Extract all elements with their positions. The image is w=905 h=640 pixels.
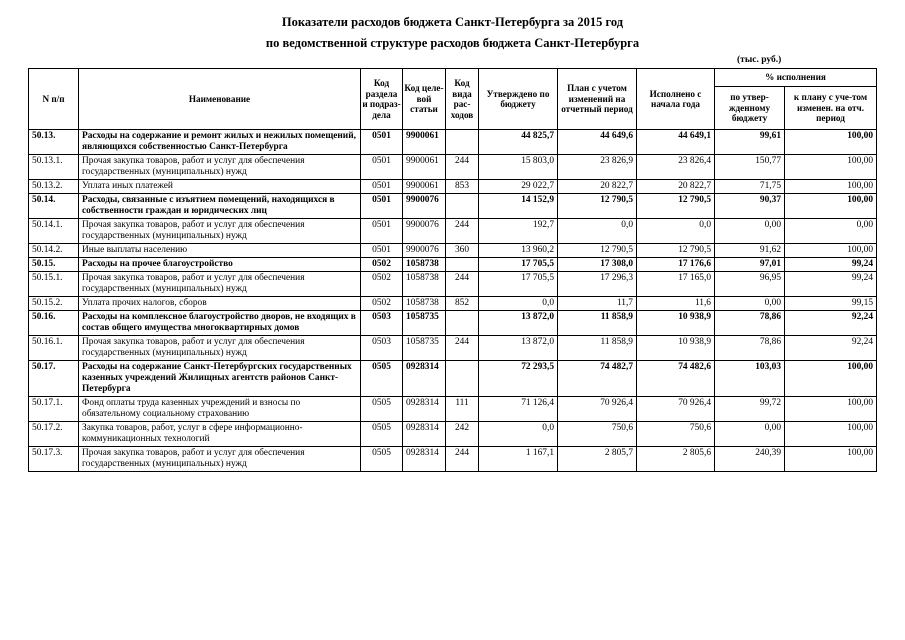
cell-executed: 11,6 (637, 297, 715, 311)
cell-statya: 1058738 (403, 258, 446, 272)
table-row (29, 272, 877, 297)
cell-razdel: 0503 (361, 311, 403, 336)
table-row (29, 258, 877, 272)
cell-plan: 70 926,4 (558, 397, 637, 422)
cell-plan: 12 790,5 (558, 194, 637, 219)
table-row (29, 311, 877, 336)
cell-pct-plan: 100,00 (785, 244, 877, 258)
table-row (29, 361, 877, 397)
cell-vid (446, 361, 479, 397)
cell-executed: 44 649,1 (637, 130, 715, 155)
cell-plan: 17 308,0 (558, 258, 637, 272)
cell-vid: 244 (446, 219, 479, 244)
cell-executed: 17 176,6 (637, 258, 715, 272)
cell-num: 50.16.1. (29, 336, 79, 361)
cell-name: Прочая закупка товаров, работ и услуг для обеспечения государственных (муниципальных) нужд (79, 336, 361, 361)
cell-executed: 17 165,0 (637, 272, 715, 297)
cell-approved: 0,0 (479, 422, 558, 447)
header-name: Наименование (79, 69, 361, 130)
cell-pct-plan: 100,00 (785, 361, 877, 397)
cell-pct-plan: 100,00 (785, 397, 877, 422)
cell-executed: 20 822,7 (637, 180, 715, 194)
cell-pct-budget: 0,00 (715, 219, 785, 244)
cell-approved: 71 126,4 (479, 397, 558, 422)
cell-vid: 852 (446, 297, 479, 311)
cell-statya: 0928314 (403, 397, 446, 422)
cell-pct-plan: 99,24 (785, 258, 877, 272)
cell-statya: 0928314 (403, 361, 446, 397)
cell-name: Расходы, связанные с изъятием помещений, находящихся в собственности граждан и юридических лиц (79, 194, 361, 219)
cell-num: 50.14.1. (29, 219, 79, 244)
cell-num: 50.14.2. (29, 244, 79, 258)
cell-approved: 15 803,0 (479, 155, 558, 180)
cell-statya: 1058735 (403, 336, 446, 361)
cell-plan: 17 296,3 (558, 272, 637, 297)
cell-plan: 0,0 (558, 219, 637, 244)
cell-plan: 2 805,7 (558, 447, 637, 472)
cell-vid (446, 130, 479, 155)
cell-pct-plan: 99,15 (785, 297, 877, 311)
cell-executed: 10 938,9 (637, 311, 715, 336)
cell-statya: 1058738 (403, 272, 446, 297)
cell-vid (446, 311, 479, 336)
table-row (29, 130, 877, 155)
cell-num: 50.15.1. (29, 272, 79, 297)
header-num: N п/п (29, 69, 79, 130)
cell-razdel: 0501 (361, 130, 403, 155)
cell-plan: 12 790,5 (558, 244, 637, 258)
cell-plan: 750,6 (558, 422, 637, 447)
cell-statya: 0928314 (403, 447, 446, 472)
cell-razdel: 0505 (361, 361, 403, 397)
table-row (29, 194, 877, 219)
cell-approved: 13 960,2 (479, 244, 558, 258)
cell-executed: 74 482,6 (637, 361, 715, 397)
cell-plan: 20 822,7 (558, 180, 637, 194)
cell-razdel: 0501 (361, 194, 403, 219)
cell-approved: 0,0 (479, 297, 558, 311)
header-pct-group: % исполнения (715, 69, 877, 87)
cell-executed: 2 805,6 (637, 447, 715, 472)
table-body (29, 130, 877, 472)
cell-statya: 1058738 (403, 297, 446, 311)
header-approved: Утверждено по бюджету (479, 69, 558, 130)
cell-pct-budget: 99,61 (715, 130, 785, 155)
cell-num: 50.14. (29, 194, 79, 219)
cell-executed: 12 790,5 (637, 244, 715, 258)
report-title: Показатели расходов бюджета Санкт-Петербурга за 2015 год (281, 15, 624, 29)
budget-table (28, 68, 877, 472)
cell-statya: 0928314 (403, 422, 446, 447)
table-row (29, 422, 877, 447)
table-row (29, 155, 877, 180)
cell-executed: 10 938,9 (637, 336, 715, 361)
cell-plan: 23 826,9 (558, 155, 637, 180)
cell-razdel: 0502 (361, 258, 403, 272)
cell-pct-budget: 150,77 (715, 155, 785, 180)
cell-pct-plan: 92,24 (785, 336, 877, 361)
cell-pct-plan: 100,00 (785, 447, 877, 472)
cell-approved: 192,7 (479, 219, 558, 244)
cell-name: Закупка товаров, работ, услуг в сфере информационно-коммуникационных технологий (79, 422, 361, 447)
table-row (29, 297, 877, 311)
table-row (29, 397, 877, 422)
cell-name: Расходы на содержание Санкт-Петербургских государственных казенных учреждений Жилищных агентств районов Санкт-Петербурга (79, 361, 361, 397)
cell-pct-plan: 100,00 (785, 130, 877, 155)
cell-executed: 70 926,4 (637, 397, 715, 422)
cell-pct-budget: 91,62 (715, 244, 785, 258)
cell-approved: 14 152,9 (479, 194, 558, 219)
cell-razdel: 0501 (361, 219, 403, 244)
cell-plan: 44 649,6 (558, 130, 637, 155)
cell-plan: 11 858,9 (558, 311, 637, 336)
cell-num: 50.17.1. (29, 397, 79, 422)
cell-pct-plan: 99,24 (785, 272, 877, 297)
cell-pct-budget: 78,86 (715, 311, 785, 336)
cell-pct-budget: 90,37 (715, 194, 785, 219)
cell-name: Прочая закупка товаров, работ и услуг для обеспечения государственных (муниципальных) нужд (79, 272, 361, 297)
cell-pct-plan: 100,00 (785, 422, 877, 447)
cell-approved: 44 825,7 (479, 130, 558, 155)
cell-pct-budget: 103,03 (715, 361, 785, 397)
cell-statya: 1058735 (403, 311, 446, 336)
cell-vid: 242 (446, 422, 479, 447)
cell-vid (446, 258, 479, 272)
cell-approved: 13 872,0 (479, 336, 558, 361)
cell-approved: 13 872,0 (479, 311, 558, 336)
cell-pct-budget: 71,75 (715, 180, 785, 194)
cell-vid: 853 (446, 180, 479, 194)
cell-executed: 23 826,4 (637, 155, 715, 180)
cell-razdel: 0502 (361, 272, 403, 297)
table-row (29, 244, 877, 258)
header-statya: Код целе-вой статьи (403, 69, 446, 130)
cell-num: 50.17.2. (29, 422, 79, 447)
cell-razdel: 0501 (361, 155, 403, 180)
cell-name: Расходы на комплексное благоустройство дворов, не входящих в состав общего имущества многоквартирных домов (79, 311, 361, 336)
header-pct-plan: к плану с уче-том изменен. на отч. период (785, 87, 877, 130)
cell-pct-budget: 0,00 (715, 297, 785, 311)
cell-pct-budget: 240,39 (715, 447, 785, 472)
cell-approved: 29 022,7 (479, 180, 558, 194)
cell-razdel: 0501 (361, 180, 403, 194)
cell-pct-budget: 99,72 (715, 397, 785, 422)
cell-pct-budget: 96,95 (715, 272, 785, 297)
cell-vid: 244 (446, 336, 479, 361)
table-row (29, 219, 877, 244)
cell-executed: 0,0 (637, 219, 715, 244)
cell-approved: 17 705,5 (479, 272, 558, 297)
cell-pct-budget: 0,00 (715, 422, 785, 447)
cell-approved: 72 293,5 (479, 361, 558, 397)
cell-razdel: 0505 (361, 397, 403, 422)
table-row (29, 336, 877, 361)
cell-pct-plan: 92,24 (785, 311, 877, 336)
cell-statya: 9900061 (403, 130, 446, 155)
cell-vid: 360 (446, 244, 479, 258)
cell-num: 50.13.2. (29, 180, 79, 194)
cell-num: 50.17.3. (29, 447, 79, 472)
header-razdel: Код раздела и подраз-дела (361, 69, 403, 130)
cell-pct-budget: 78,86 (715, 336, 785, 361)
header-executed: Исполнено с начала года (637, 69, 715, 130)
cell-name: Прочая закупка товаров, работ и услуг для обеспечения государственных (муниципальных) нужд (79, 219, 361, 244)
cell-vid: 111 (446, 397, 479, 422)
cell-name: Прочая закупка товаров, работ и услуг для обеспечения государственных (муниципальных) нужд (79, 155, 361, 180)
cell-num: 50.13. (29, 130, 79, 155)
cell-razdel: 0503 (361, 336, 403, 361)
header-vid: Код вида рас-ходов (446, 69, 479, 130)
cell-statya: 9900061 (403, 155, 446, 180)
table-row (29, 180, 877, 194)
cell-approved: 17 705,5 (479, 258, 558, 272)
cell-name: Расходы на содержание и ремонт жилых и нежилых помещений, являющихся собственностью Санкт-Петербурга (79, 130, 361, 155)
cell-statya: 9900076 (403, 194, 446, 219)
units-label: (тыс. руб.) (737, 55, 782, 65)
cell-approved: 1 167,1 (479, 447, 558, 472)
cell-vid (446, 194, 479, 219)
cell-statya: 9900076 (403, 219, 446, 244)
cell-name: Иные выплаты населению (79, 244, 361, 258)
cell-num: 50.15.2. (29, 297, 79, 311)
cell-num: 50.16. (29, 311, 79, 336)
cell-num: 50.15. (29, 258, 79, 272)
cell-razdel: 0501 (361, 244, 403, 258)
table-row (29, 447, 877, 472)
cell-name: Уплата иных платежей (79, 180, 361, 194)
cell-pct-plan: 100,00 (785, 155, 877, 180)
cell-pct-budget: 97,01 (715, 258, 785, 272)
cell-razdel: 0505 (361, 422, 403, 447)
header-pct-budget: по утвер-жденному бюджету (715, 87, 785, 130)
cell-pct-plan: 100,00 (785, 180, 877, 194)
cell-name: Фонд оплаты труда казенных учреждений и взносы по обязательному социальному страхованию (79, 397, 361, 422)
cell-plan: 11 858,9 (558, 336, 637, 361)
cell-num: 50.13.1. (29, 155, 79, 180)
cell-pct-plan: 0,00 (785, 219, 877, 244)
cell-name: Уплата прочих налогов, сборов (79, 297, 361, 311)
cell-name: Прочая закупка товаров, работ и услуг для обеспечения государственных (муниципальных) нужд (79, 447, 361, 472)
cell-plan: 74 482,7 (558, 361, 637, 397)
report-subtitle: по ведомственной структуре расходов бюджета Санкт-Петербурга (265, 36, 640, 50)
cell-pct-plan: 100,00 (785, 194, 877, 219)
cell-razdel: 0502 (361, 297, 403, 311)
cell-vid: 244 (446, 447, 479, 472)
cell-razdel: 0505 (361, 447, 403, 472)
cell-vid: 244 (446, 272, 479, 297)
cell-name: Расходы на прочее благоустройство (79, 258, 361, 272)
cell-vid: 244 (446, 155, 479, 180)
cell-plan: 11,7 (558, 297, 637, 311)
cell-num: 50.17. (29, 361, 79, 397)
cell-statya: 9900076 (403, 244, 446, 258)
cell-executed: 750,6 (637, 422, 715, 447)
header-plan: План с учетом изменений на отчетный период (558, 69, 637, 130)
cell-executed: 12 790,5 (637, 194, 715, 219)
cell-statya: 9900061 (403, 180, 446, 194)
